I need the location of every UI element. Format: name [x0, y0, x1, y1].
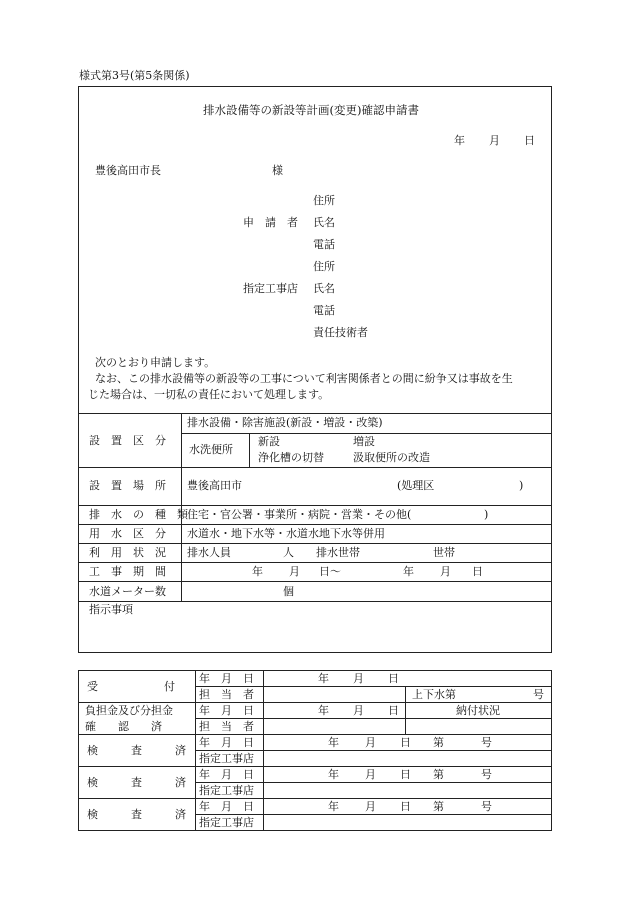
declaration-line-3: じた場合は、一切私の責任において処理します。 — [88, 388, 330, 401]
inspection-number-prefix: 第 — [433, 768, 444, 781]
inspection-number-prefix: 第 — [433, 736, 444, 749]
receipt-year: 年 — [318, 672, 329, 685]
receipt-inner-divider — [195, 686, 552, 687]
install-facility-options: 排水設備・除害施設(新設・増設・改築) — [187, 416, 383, 429]
form-title: 排水設備等の新設等計画(変更)確認申請書 — [203, 103, 419, 117]
inspection-label: 検 査 済 — [87, 776, 186, 789]
period-start-day: 日〜 — [319, 565, 341, 578]
applicant-address-label: 住所 — [313, 194, 335, 207]
inspection-year: 年 — [328, 800, 339, 813]
option-septic-switch: 浄化槽の切替 — [258, 451, 324, 464]
inspection-date-label: 年 月 日 — [199, 800, 254, 813]
period-start-year: 年 — [252, 565, 263, 578]
inspection-day: 日 — [400, 768, 411, 781]
row-divider-1 — [78, 467, 552, 468]
receipt-month: 月 — [353, 672, 364, 685]
contractor-name-label: 氏名 — [313, 282, 335, 295]
table-top-border — [78, 413, 552, 414]
drain-persons-label: 排水人員 — [187, 546, 231, 559]
water-class-options: 水道水・地下水等・水道水地下水等併用 — [187, 527, 385, 540]
row-divider-7 — [78, 601, 552, 602]
applicant-role: 申 請 者 — [243, 216, 298, 229]
contractor-phone-label: 電話 — [313, 304, 335, 317]
charge-date-label: 年 月 日 — [199, 704, 254, 717]
inspection-contractor-label: 指定工事店 — [199, 816, 254, 829]
toilet-column-divider — [249, 433, 250, 467]
drain-type-label: 排 水 の 種 類 — [89, 508, 188, 521]
usage-label: 利 用 状 況 — [89, 546, 166, 559]
water-class-label: 用 水 区 分 — [89, 527, 166, 540]
location-label: 設 置 場 所 — [89, 479, 166, 492]
form-number: 様式第3号(第5条関係) — [79, 69, 190, 82]
row-divider-3 — [78, 524, 552, 525]
inspection-year: 年 — [328, 736, 339, 749]
sewer-number-label: 上下水第 — [412, 688, 456, 701]
period-end-month: 月 — [440, 565, 451, 578]
inspection-date-label: 年 月 日 — [199, 736, 254, 749]
charge-month: 月 — [353, 704, 364, 717]
charge-day: 日 — [388, 704, 399, 717]
row-divider-5 — [78, 562, 552, 563]
period-end-year: 年 — [403, 565, 414, 578]
drain-households-label: 排水世帯 — [316, 546, 360, 559]
row-divider-6 — [78, 581, 552, 582]
declaration-line-2: なお、この排水設備等の新設等の工事について利害関係者との間に紛争又は事故を生 — [95, 372, 513, 385]
row-divider-2 — [78, 505, 552, 506]
row-divider-4 — [78, 543, 552, 544]
office-row-divider-3 — [78, 766, 552, 767]
label-column-divider — [181, 413, 182, 601]
date-year-label: 年 — [454, 134, 465, 147]
period-end-day: 日 — [472, 565, 483, 578]
inspection-year: 年 — [328, 768, 339, 781]
meter-count-unit: 個 — [283, 585, 294, 598]
inspection-number-suffix: 号 — [481, 736, 492, 749]
inspection-contractor-label: 指定工事店 — [199, 752, 254, 765]
option-pit-toilet-conversion: 汲取便所の改造 — [353, 451, 430, 464]
payment-status-label: 納付状況 — [456, 704, 500, 717]
period-label: 工 事 期 間 — [89, 565, 166, 578]
inspection-2-inner-divider — [195, 782, 552, 783]
meter-count-label: 水道メーター数 — [89, 585, 166, 598]
inspection-day: 日 — [400, 736, 411, 749]
option-add: 増設 — [353, 435, 375, 448]
inspection-day: 日 — [400, 800, 411, 813]
office-status-divider — [405, 686, 406, 734]
addressee-city: 豊後高田市長 — [95, 164, 161, 177]
contractor-engineer-label: 責任技術者 — [313, 326, 368, 339]
charge-year: 年 — [318, 704, 329, 717]
inspection-1-inner-divider — [195, 750, 552, 751]
instructions-label: 指示事項 — [89, 603, 133, 616]
drain-type-options: 住宅・官公署・事業所・病院・営業・その他( — [187, 508, 412, 521]
location-district-label: (処理区 — [397, 479, 435, 492]
office-row-divider-4 — [78, 798, 552, 799]
location-city: 豊後高田市 — [187, 479, 242, 492]
charge-staff-label: 担 当 者 — [199, 720, 254, 733]
declaration-line-1: 次のとおり申請します。 — [95, 356, 216, 369]
inspection-month: 月 — [365, 768, 376, 781]
addressee-honorific: 様 — [272, 164, 283, 177]
inspection-month: 月 — [365, 800, 376, 813]
inspection-month: 月 — [365, 736, 376, 749]
charge-inner-divider — [195, 718, 552, 719]
drain-persons-unit: 人 — [283, 546, 294, 559]
install-class-label: 設 置 区 分 — [89, 434, 166, 447]
inspection-number-suffix: 号 — [481, 800, 492, 813]
inspection-label: 検 査 済 — [87, 744, 186, 757]
inspection-label: 検 査 済 — [87, 808, 186, 821]
flush-toilet-label: 水洗便所 — [189, 443, 233, 456]
inspection-date-label: 年 月 日 — [199, 768, 254, 781]
date-day-label: 日 — [524, 134, 535, 147]
receipt-label: 受 付 — [87, 680, 175, 693]
office-row-divider-1 — [78, 702, 552, 703]
install-class-inner-divider — [181, 433, 552, 434]
charge-label-line-2: 確 認 済 — [85, 720, 162, 733]
applicant-name-label: 氏名 — [313, 216, 335, 229]
inspection-number-suffix: 号 — [481, 768, 492, 781]
receipt-date-label: 年 月 日 — [199, 672, 254, 685]
contractor-role: 指定工事店 — [243, 282, 298, 295]
drain-households-unit: 世帯 — [433, 546, 455, 559]
period-start-month: 月 — [289, 565, 300, 578]
receipt-staff-label: 担 当 者 — [199, 688, 254, 701]
office-row-divider-2 — [78, 734, 552, 735]
receipt-day: 日 — [388, 672, 399, 685]
inspection-number-prefix: 第 — [433, 800, 444, 813]
date-month-label: 月 — [489, 134, 500, 147]
option-new: 新設 — [258, 435, 280, 448]
applicant-phone-label: 電話 — [313, 238, 335, 251]
contractor-address-label: 住所 — [313, 260, 335, 273]
inspection-contractor-label: 指定工事店 — [199, 784, 254, 797]
sewer-number-suffix: 号 — [533, 688, 544, 701]
location-district-close: ) — [519, 479, 524, 492]
drain-type-close: ) — [484, 508, 489, 521]
inspection-3-inner-divider — [195, 814, 552, 815]
charge-label-line-1: 負担金及び分担金 — [85, 704, 173, 717]
